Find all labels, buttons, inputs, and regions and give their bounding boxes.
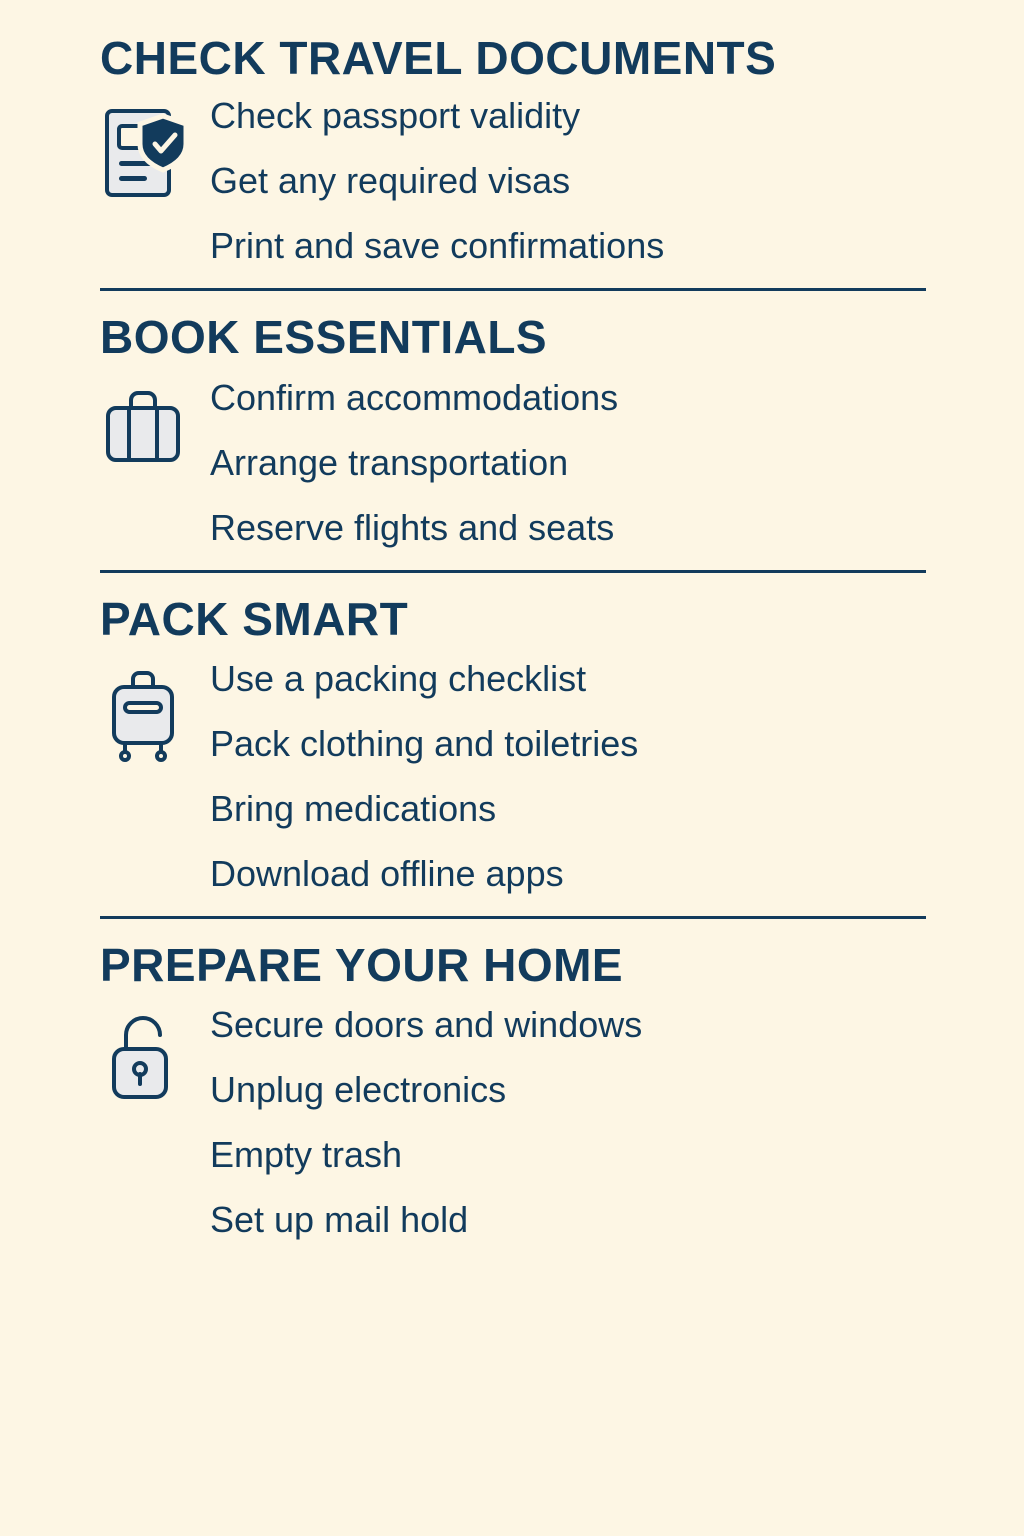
section-title: CHECK TRAVEL DOCUMENTS — [100, 32, 777, 84]
list-item: Reserve flights and seats — [210, 506, 615, 548]
list-item: Secure doors and windows — [210, 1004, 643, 1046]
section-check-travel-documents — [100, 32, 952, 267]
section-divider — [100, 916, 926, 919]
section-pack-smart — [100, 592, 952, 894]
list-item: Empty trash — [210, 1134, 403, 1176]
suitcase-icon — [100, 661, 210, 763]
section-divider — [100, 570, 926, 573]
section-prepare-your-home — [100, 938, 952, 1241]
list-item: Bring medications — [210, 787, 497, 829]
padlock-icon — [100, 1007, 210, 1109]
list-item: Download offline apps — [210, 852, 564, 894]
list-item: Set up mail hold — [210, 1199, 469, 1241]
list-item: Get any required visas — [210, 160, 571, 202]
items-list — [210, 1004, 952, 1241]
section-body — [100, 95, 952, 267]
items-list — [210, 376, 952, 548]
section-book-essentials — [100, 311, 952, 548]
list-item: Confirm accommodations — [210, 376, 619, 418]
section-body — [100, 376, 952, 548]
section-title: BOOK ESSENTIALS — [100, 311, 548, 364]
section-title: PREPARE YOUR HOME — [100, 938, 624, 991]
list-item: Arrange transportation — [210, 441, 569, 483]
list-item: Use a packing checklist — [210, 657, 587, 699]
list-item: Check passport validity — [210, 95, 581, 137]
section-body — [100, 657, 952, 894]
section-title: PACK SMART — [100, 592, 409, 645]
list-item: Pack clothing and toiletries — [210, 722, 639, 764]
list-item: Unplug electronics — [210, 1069, 507, 1111]
section-divider — [100, 288, 926, 291]
section-body — [100, 1004, 952, 1241]
list-item: Print and save confirmations — [210, 225, 665, 267]
briefcase-icon — [100, 380, 210, 476]
items-list — [210, 657, 952, 894]
items-list — [210, 95, 952, 267]
document-shield-icon — [100, 98, 210, 208]
